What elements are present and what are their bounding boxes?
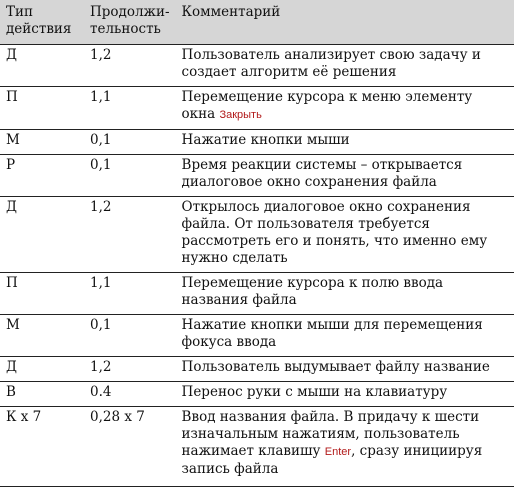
cell-duration: 1,1 xyxy=(84,87,176,130)
cell-type: П xyxy=(0,87,84,130)
comment-text: Пользователь анализирует свою задачу и создает алгоритм её решения xyxy=(181,47,481,80)
table-body xyxy=(0,45,514,487)
header-duration: Продолжи- тельность xyxy=(84,0,176,45)
cell-comment xyxy=(176,315,514,357)
cell-comment xyxy=(176,273,514,315)
cell-type: М xyxy=(0,130,84,155)
table-row xyxy=(0,87,514,130)
cell-duration: 0,1 xyxy=(84,130,176,155)
table-header xyxy=(0,0,514,45)
cell-duration: 0,28 x 7 xyxy=(84,407,176,487)
table-row xyxy=(0,130,514,155)
table-row xyxy=(0,45,514,87)
table-row xyxy=(0,273,514,315)
header-comment: Комментарий xyxy=(176,0,514,45)
table-row xyxy=(0,197,514,273)
table-row xyxy=(0,357,514,382)
ui-element-name: Enter xyxy=(324,446,352,458)
comment-text: Открылось диалоговое окно сохранения файла. От пользователя требуется рассмотреть его и понять, что именно ему нужно сделать xyxy=(181,199,488,266)
comment-text: Ввод названия файла. В придачу к шести изначальным нажатиям, пользователь нажимает клавишу xyxy=(181,409,480,459)
comment-text: Перемещение курсора к полю ввода названия файла xyxy=(181,275,444,308)
cell-comment xyxy=(176,87,514,130)
cell-duration: 0,1 xyxy=(84,315,176,357)
comment-text-tail: , сразу инициируя запись файла xyxy=(181,443,483,477)
cell-comment xyxy=(176,382,514,407)
cell-comment xyxy=(176,45,514,87)
cell-duration: 0,1 xyxy=(84,155,176,197)
cell-comment xyxy=(176,407,514,487)
comment-text: Перемещение курсора к меню элементу окна xyxy=(181,89,473,122)
cell-type: М xyxy=(0,315,84,357)
cell-duration: 1,2 xyxy=(84,357,176,382)
cell-duration: 1,2 xyxy=(84,45,176,87)
table-row xyxy=(0,315,514,357)
comment-text: Нажатие кнопки мыши для перемещения фокуса ввода xyxy=(181,317,483,350)
cell-comment xyxy=(176,197,514,273)
comment-text: Нажатие кнопки мыши xyxy=(181,132,350,148)
comment-text: Перенос руки с мыши на клавиатуру xyxy=(181,384,448,400)
cell-type: В xyxy=(0,382,84,407)
cell-duration: 1,1 xyxy=(84,273,176,315)
cell-type: Д xyxy=(0,197,84,273)
comment-text: Пользователь выдумывает файлу название xyxy=(181,359,490,375)
cell-duration: 1,2 xyxy=(84,197,176,273)
cell-comment xyxy=(176,357,514,382)
header-type: Тип действия xyxy=(0,0,84,45)
table-row xyxy=(0,382,514,407)
comment-text: Время реакции системы – открывается диалоговое окно сохранения файла xyxy=(181,157,463,190)
table-row xyxy=(0,407,514,487)
cell-type: Д xyxy=(0,357,84,382)
cell-type: Р xyxy=(0,155,84,197)
table-row xyxy=(0,155,514,197)
cell-type: П xyxy=(0,273,84,315)
cell-comment xyxy=(176,155,514,197)
cell-duration: 0.4 xyxy=(84,382,176,407)
cell-type: Д xyxy=(0,45,84,87)
ui-element-name: Закрыть xyxy=(219,109,262,121)
cell-comment xyxy=(176,130,514,155)
cell-type: К x 7 xyxy=(0,407,84,487)
